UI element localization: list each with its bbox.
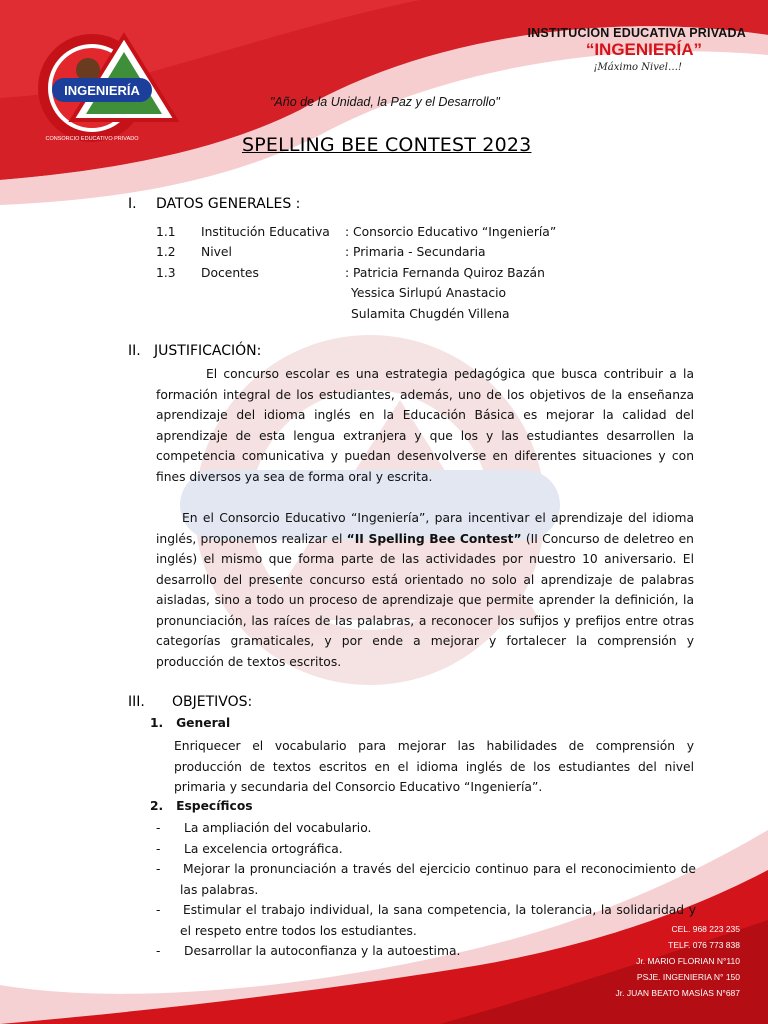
logo-ring-text: CONSORCIO EDUCATIVO PRIVADO — [45, 136, 139, 142]
general-objective-label: 1. General — [150, 716, 231, 730]
year-motto: "Año de la Unidad, la Paz y el Desarrollo" — [270, 95, 500, 109]
teacher-3: Sulamita Chugdén Villena — [351, 307, 510, 321]
section3-heading — [128, 694, 252, 710]
bullet: - — [156, 862, 161, 876]
section1-numeral: I. — [128, 196, 137, 212]
datos-num: 1.2 — [156, 245, 176, 259]
institution-name-line2: “INGENIERÍA” — [585, 40, 702, 59]
document-title: SPELLING BEE CONTEST 2023 — [242, 134, 532, 156]
footer-cellphone: CEL. 968 223 235 — [671, 924, 740, 934]
list-item-text: La excelencia ortográfica. — [184, 842, 343, 856]
bullet: - — [156, 944, 161, 958]
datos-label: Nivel — [201, 245, 232, 259]
footer-address-2: PSJE. INGENIERIA N° 150 — [636, 972, 740, 982]
general-objective-text: Enriquecer el vocabulario para mejorar las habilidades de comprensión y producción de textos escritos en el idioma inglés de los estudiantes del nivel primaria y secundaria del Consorcio Educativo “Ingeniería”. — [174, 739, 694, 794]
section2-title: JUSTIFICACIÓN: — [154, 343, 262, 359]
section3-title: OBJETIVOS: — [172, 694, 253, 710]
institution-motto: ¡Máximo Nivel…! — [593, 62, 682, 73]
specific-objectives-label: 2. Específicos — [150, 799, 253, 813]
section2-numeral: II. — [128, 343, 141, 359]
datos-value: : Patricia Fernanda Quiroz Bazán — [345, 266, 545, 280]
datos-label: Docentes — [201, 266, 259, 280]
footer-address-3: Jr. JUAN BEATO MASÍAS N°687 — [615, 988, 740, 998]
section3-numeral: III. — [128, 694, 145, 710]
contest-name: “II Spelling Bee Contest” — [346, 531, 522, 546]
datos-value: : Primaria - Secundaria — [345, 245, 486, 259]
bullet: - — [156, 903, 161, 917]
list-item-text: Estimular el trabajo individual, la sana competencia, la tolerancia, la solidaridad y el respeto entre todos los estudiantes. — [180, 903, 696, 938]
para2-text-a: En el Consorcio Educativo “Ingeniería”, para incentivar el aprendizaje del idioma inglés, proponemos realizar el — [156, 511, 694, 546]
institution-logo — [30, 28, 180, 148]
footer-telephone: TELF. 076 773 838 — [668, 940, 740, 950]
section2-heading — [128, 343, 261, 359]
footer-address-1: Jr. MARIO FLORIAN N°110 — [636, 956, 740, 966]
list-item-text: La ampliación del vocabulario. — [184, 821, 372, 835]
bullet: - — [156, 821, 161, 835]
datos-label: Institución Educativa — [201, 225, 330, 239]
bullet: - — [156, 842, 161, 856]
teacher-2: Yessica Sirlupú Anastacio — [351, 286, 507, 300]
datos-num: 1.3 — [156, 266, 176, 280]
justification-paragraph-1: El concurso escolar es una estrategia pedagógica que busca contribuir a la formación integral de los estudiantes, además, uno de los objetivos de la enseñanza aprendizaje del idioma inglés en la Educación Básica es mejorar la calidad del aprendizaje de esta lengua extranjera y que los y las estudiantes desarrollen la competencia comunicativa y puedan desenvolverse en diferentes situaciones y con fines diversos ya sea de forma oral y escrita. — [156, 367, 694, 484]
section1-heading — [128, 196, 300, 212]
list-item-text: Desarrollar la autoconfianza y la autoestima. — [184, 944, 461, 958]
logo-text: INGENIERÍA — [64, 83, 140, 98]
para2-text-b: (II Concurso de deletreo en inglés) el mismo que forma parte de las actividades por nuestro 10 aniversario. El desarrollo del presente concurso está orientado no solo al aprendizaje de palabras aisladas, sino a todo un proceso de aprendizaje que permite aprender la definición, la pronunciación, las raíces de las palabras, a reconocer los sufijos y prefijos entre otras categorías gramaticales, y por ende a mejorar y fortalecer la comprensión y producción de textos escritos. — [156, 531, 694, 669]
datos-num: 1.1 — [156, 225, 176, 239]
justification-paragraph-2 — [156, 508, 694, 672]
list-item-text: Mejorar la pronunciación a través del ejercicio continuo para el reconocimiento de las palabras. — [180, 862, 696, 897]
datos-value: : Consorcio Educativo “Ingeniería” — [345, 225, 557, 239]
institution-name-line1: INSTITUCION EDUCATIVA PRIVADA — [527, 26, 746, 40]
section1-title: DATOS GENERALES : — [156, 196, 301, 212]
